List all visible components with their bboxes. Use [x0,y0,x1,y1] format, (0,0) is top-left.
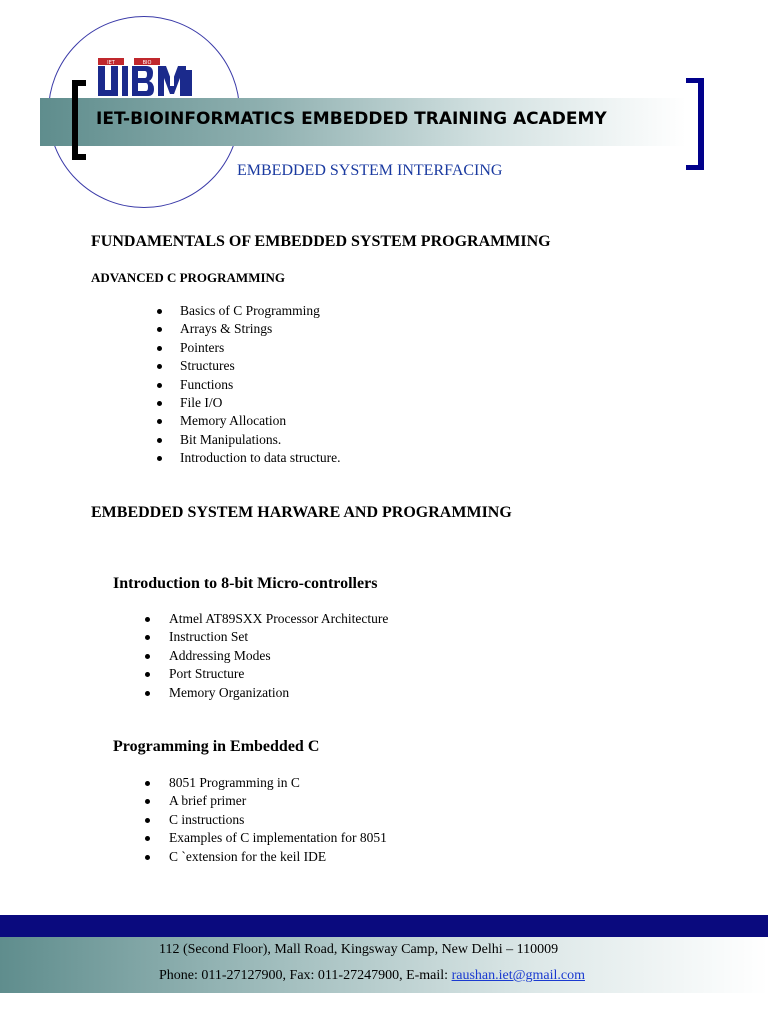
list-item: Instruction Set [145,628,388,646]
bullet-icon [157,419,162,424]
list-item: C instructions [145,811,387,829]
bullet-icon [145,818,150,823]
academy-title: IET-BIOINFORMATICS EMBEDDED TRAINING ACADEMY [96,109,607,129]
bullet-icon [145,781,150,786]
list-item: Examples of C implementation for 8051 [145,829,387,847]
bullet-icon [145,654,150,659]
academy-logo [94,52,198,102]
list-item: Arrays & Strings [157,320,340,338]
footer-address: 112 (Second Floor), Mall Road, Kingsway Camp, New Delhi – 110009 [159,942,559,957]
bullet-icon [145,672,150,677]
advanced-c-topic-list [157,302,340,468]
right-bracket-decoration [686,78,704,170]
list-item: Addressing Modes [145,647,388,665]
bullet-icon [145,836,150,841]
bullet-icon [157,309,162,314]
list-item: Bit Manipulations. [157,431,340,449]
bullet-icon [157,456,162,461]
section-heading-hardware: EMBEDDED SYSTEM HARWARE AND PROGRAMMING [91,504,512,521]
subheading-embedded-c: Programming in Embedded C [113,738,320,755]
list-item: File I/O [157,394,340,412]
list-item: Pointers [157,339,340,357]
list-item: Basics of C Programming [157,302,340,320]
footer-contact-text: Phone: 011-27127900, Fax: 011-27247900, E-mail: [159,968,452,983]
bullet-icon [145,799,150,804]
list-item: Atmel AT89SXX Processor Architecture [145,610,388,628]
svg-text:IET: IET [107,60,115,66]
subheading-advanced-c: ADVANCED C PROGRAMMING [91,270,286,285]
bullet-icon [145,617,150,622]
list-item: Functions [157,376,340,394]
left-bracket-decoration [72,80,86,160]
list-item: Memory Allocation [157,412,340,430]
list-item: Memory Organization [145,684,388,702]
bullet-icon [157,327,162,332]
list-item: Port Structure [145,665,388,683]
microcontroller-topic-list [145,610,388,702]
embedded-c-topic-list [145,774,387,866]
email-link[interactable]: raushan.iet@gmail.com [451,968,585,983]
list-item: 8051 Programming in C [145,774,387,792]
list-item: Introduction to data structure. [157,449,340,467]
list-item: A brief primer [145,792,387,810]
footer-contact [159,968,585,984]
bullet-icon [157,401,162,406]
svg-text:BIO: BIO [142,60,152,66]
bullet-icon [145,635,150,640]
bullet-icon [145,855,150,860]
bullet-icon [157,346,162,351]
document-subtitle: EMBEDDED SYSTEM INTERFACING [237,162,503,179]
footer-top-bar [0,915,768,937]
bullet-icon [145,691,150,696]
bullet-icon [157,383,162,388]
section-heading-fundamentals: FUNDAMENTALS OF EMBEDDED SYSTEM PROGRAMMING [91,233,551,250]
bullet-icon [157,364,162,369]
subheading-microcontrollers: Introduction to 8-bit Micro-controllers [113,575,378,592]
list-item: Structures [157,357,340,375]
bullet-icon [157,438,162,443]
list-item: C `extension for the keil IDE [145,848,387,866]
